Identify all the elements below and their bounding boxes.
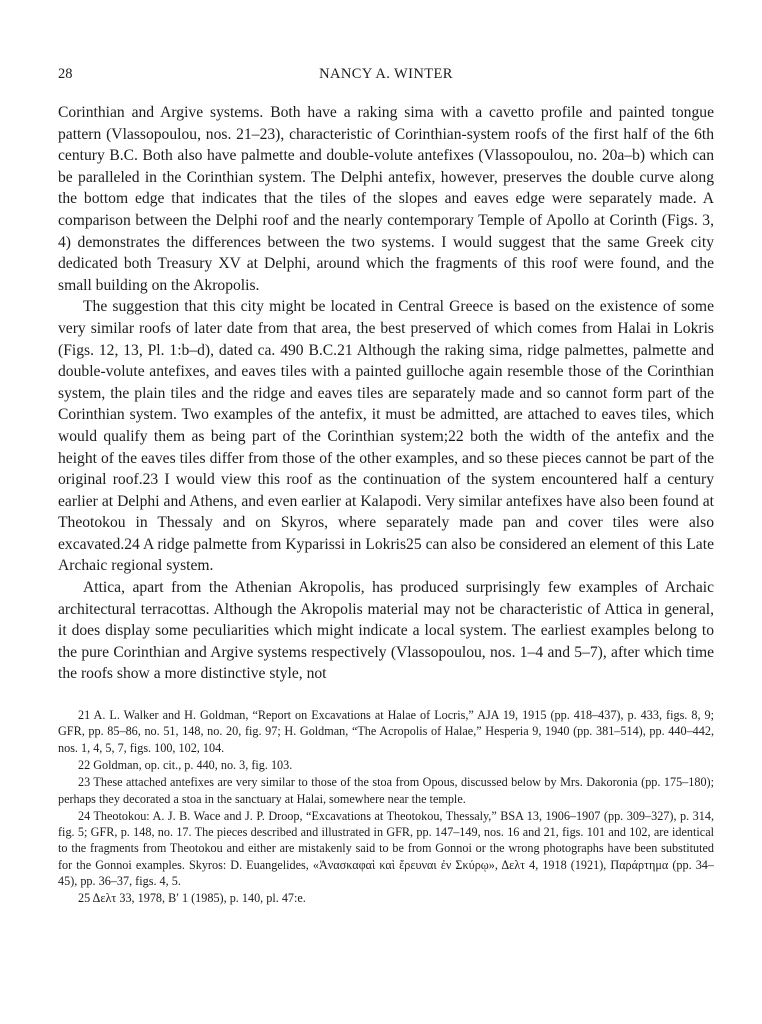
footnote-23: 23 These attached antefixes are very similar to those of the stoa from Opous, discussed below by Mrs. Dakoronia (pp. 175–180); perhaps they decorated a stoa in the sanctuary at Halai, somewhere near the temple. — [58, 775, 714, 806]
paragraph: The suggestion that this city might be located in Central Greece is based on the existence of some very similar roofs of later date from that area, the best preserved of which comes from Halai in Lokris (Figs. 12, 13, Pl. 1:b–d), dated ca. 490 B.C.21 Although the raking sima, ridge palmettes, palmette and double-volute antefixes, and eaves tiles with a painted guilloche again resemble those of the Corinthian system, the plain tiles and the ridge and eaves tiles are separately made and so cannot form part of the Corinthian system. Two examples of the antefix, it must be admitted, are attached to eaves tiles, which would qualify them as being part of the Corinthian system;22 both the width of the antefix and the height of the eaves tiles differ from those of the other examples, and so these pieces cannot be part of the original roof.23 I would view this roof as the continuation of the system encountered half a century earlier at Delphi and Athens, and even earlier at Kalapodi. Very similar antefixes have also been found at Theotokou in Thessaly and on Skyros, where separately made pan and cover tiles were also excavated.24 A ridge palmette from Kyparissi in Lokris25 can also be considered an element of this Late Archaic regional system. — [58, 298, 714, 575]
footnote-21: 21 A. L. Walker and H. Goldman, “Report on Excavations at Halae of Locris,” AJA 19, 1915 (pp. 418–437), p. 433, figs. 8, 9; GFR, pp. 85–86, no. 51, 148, no. 20, fig. 97; H. Goldman, “The Acropolis of Halae,” Hesperia 9, 1940 (pp. 381–514), pp. 440–442, nos. 1, 4, 5, 7, figs. 100, 102, 104. — [58, 708, 714, 755]
footnote-25: 25 Δελτ 33, 1978, B′ 1 (1985), p. 140, pl. 47:e. — [78, 891, 306, 906]
paragraph: Attica, apart from the Athenian Akropolis, has produced surprisingly few examples of Archaic architectural terracottas. Although the Akropolis material may not be characteristic of Attica in general, it does display some peculiarities which might indicate a local system. The earliest examples belong to the pure Corinthian and Argive systems respectively (Vlassopoulou, nos. 1–4 and 5–7), after which time the roofs show a more distinctive style, not — [58, 579, 714, 683]
footnotes — [58, 707, 714, 907]
body-text — [58, 102, 714, 685]
footnote-24: 24 Theotokou: A. J. B. Wace and J. P. Droop, “Excavations at Theotokou, Thessaly,” BSA 13, 1906–1907 (pp. 309–327), p. 314, fig. 5; GFR, p. 148, no. 17. The pieces described and illustrated in GFR, pp. 147–149, nos. 16 and 21, figs. 101 and 102, are identical to the fragments from Theotokou and either are mistakenly said to be from Gonnoi or the wrong photographs have been substituted for the Gonnoi examples. Skyros: D. Euangelides, «Ἀνασκαφαὶ καὶ ἔρευναι ἐν Σκύρῳ», Δελτ 4, 1918 (1921), Παράρτημα (pp. 34–45), pp. 36–37, figs. 4, 5. — [58, 808, 714, 888]
footnote-22: 22 Goldman, op. cit., p. 440, no. 3, fig. 103. — [78, 757, 293, 772]
running-head — [58, 66, 714, 88]
page-number: 28 — [58, 66, 73, 82]
paragraph: Corinthian and Argive systems. Both have a raking sima with a cavetto profile and painted tongue pattern (Vlassopoulou, nos. 21–23), characteristic of Corinthian-system roofs of the first half of the 6th century B.C. Both also have palmette and double-volute antefixes (Vlassopoulou, no. 20a–b) which can be paralleled in the Corinthian system. The Delphi antefix, however, preserves the double curve along the bottom edge that indicates that the tiles of the slopes and eaves edge were separately made. A comparison between the Delphi roof and the nearly contemporary Temple of Apollo at Corinth (Figs. 3, 4) demonstrates the differences between the two systems. I would suggest that the same Greek city dedicated both Treasury XV at Delphi, around which the fragments of this roof were found, and the small building on the Akropolis. — [58, 104, 714, 294]
running-head-author: NANCY A. WINTER — [319, 66, 453, 82]
page — [58, 66, 714, 908]
